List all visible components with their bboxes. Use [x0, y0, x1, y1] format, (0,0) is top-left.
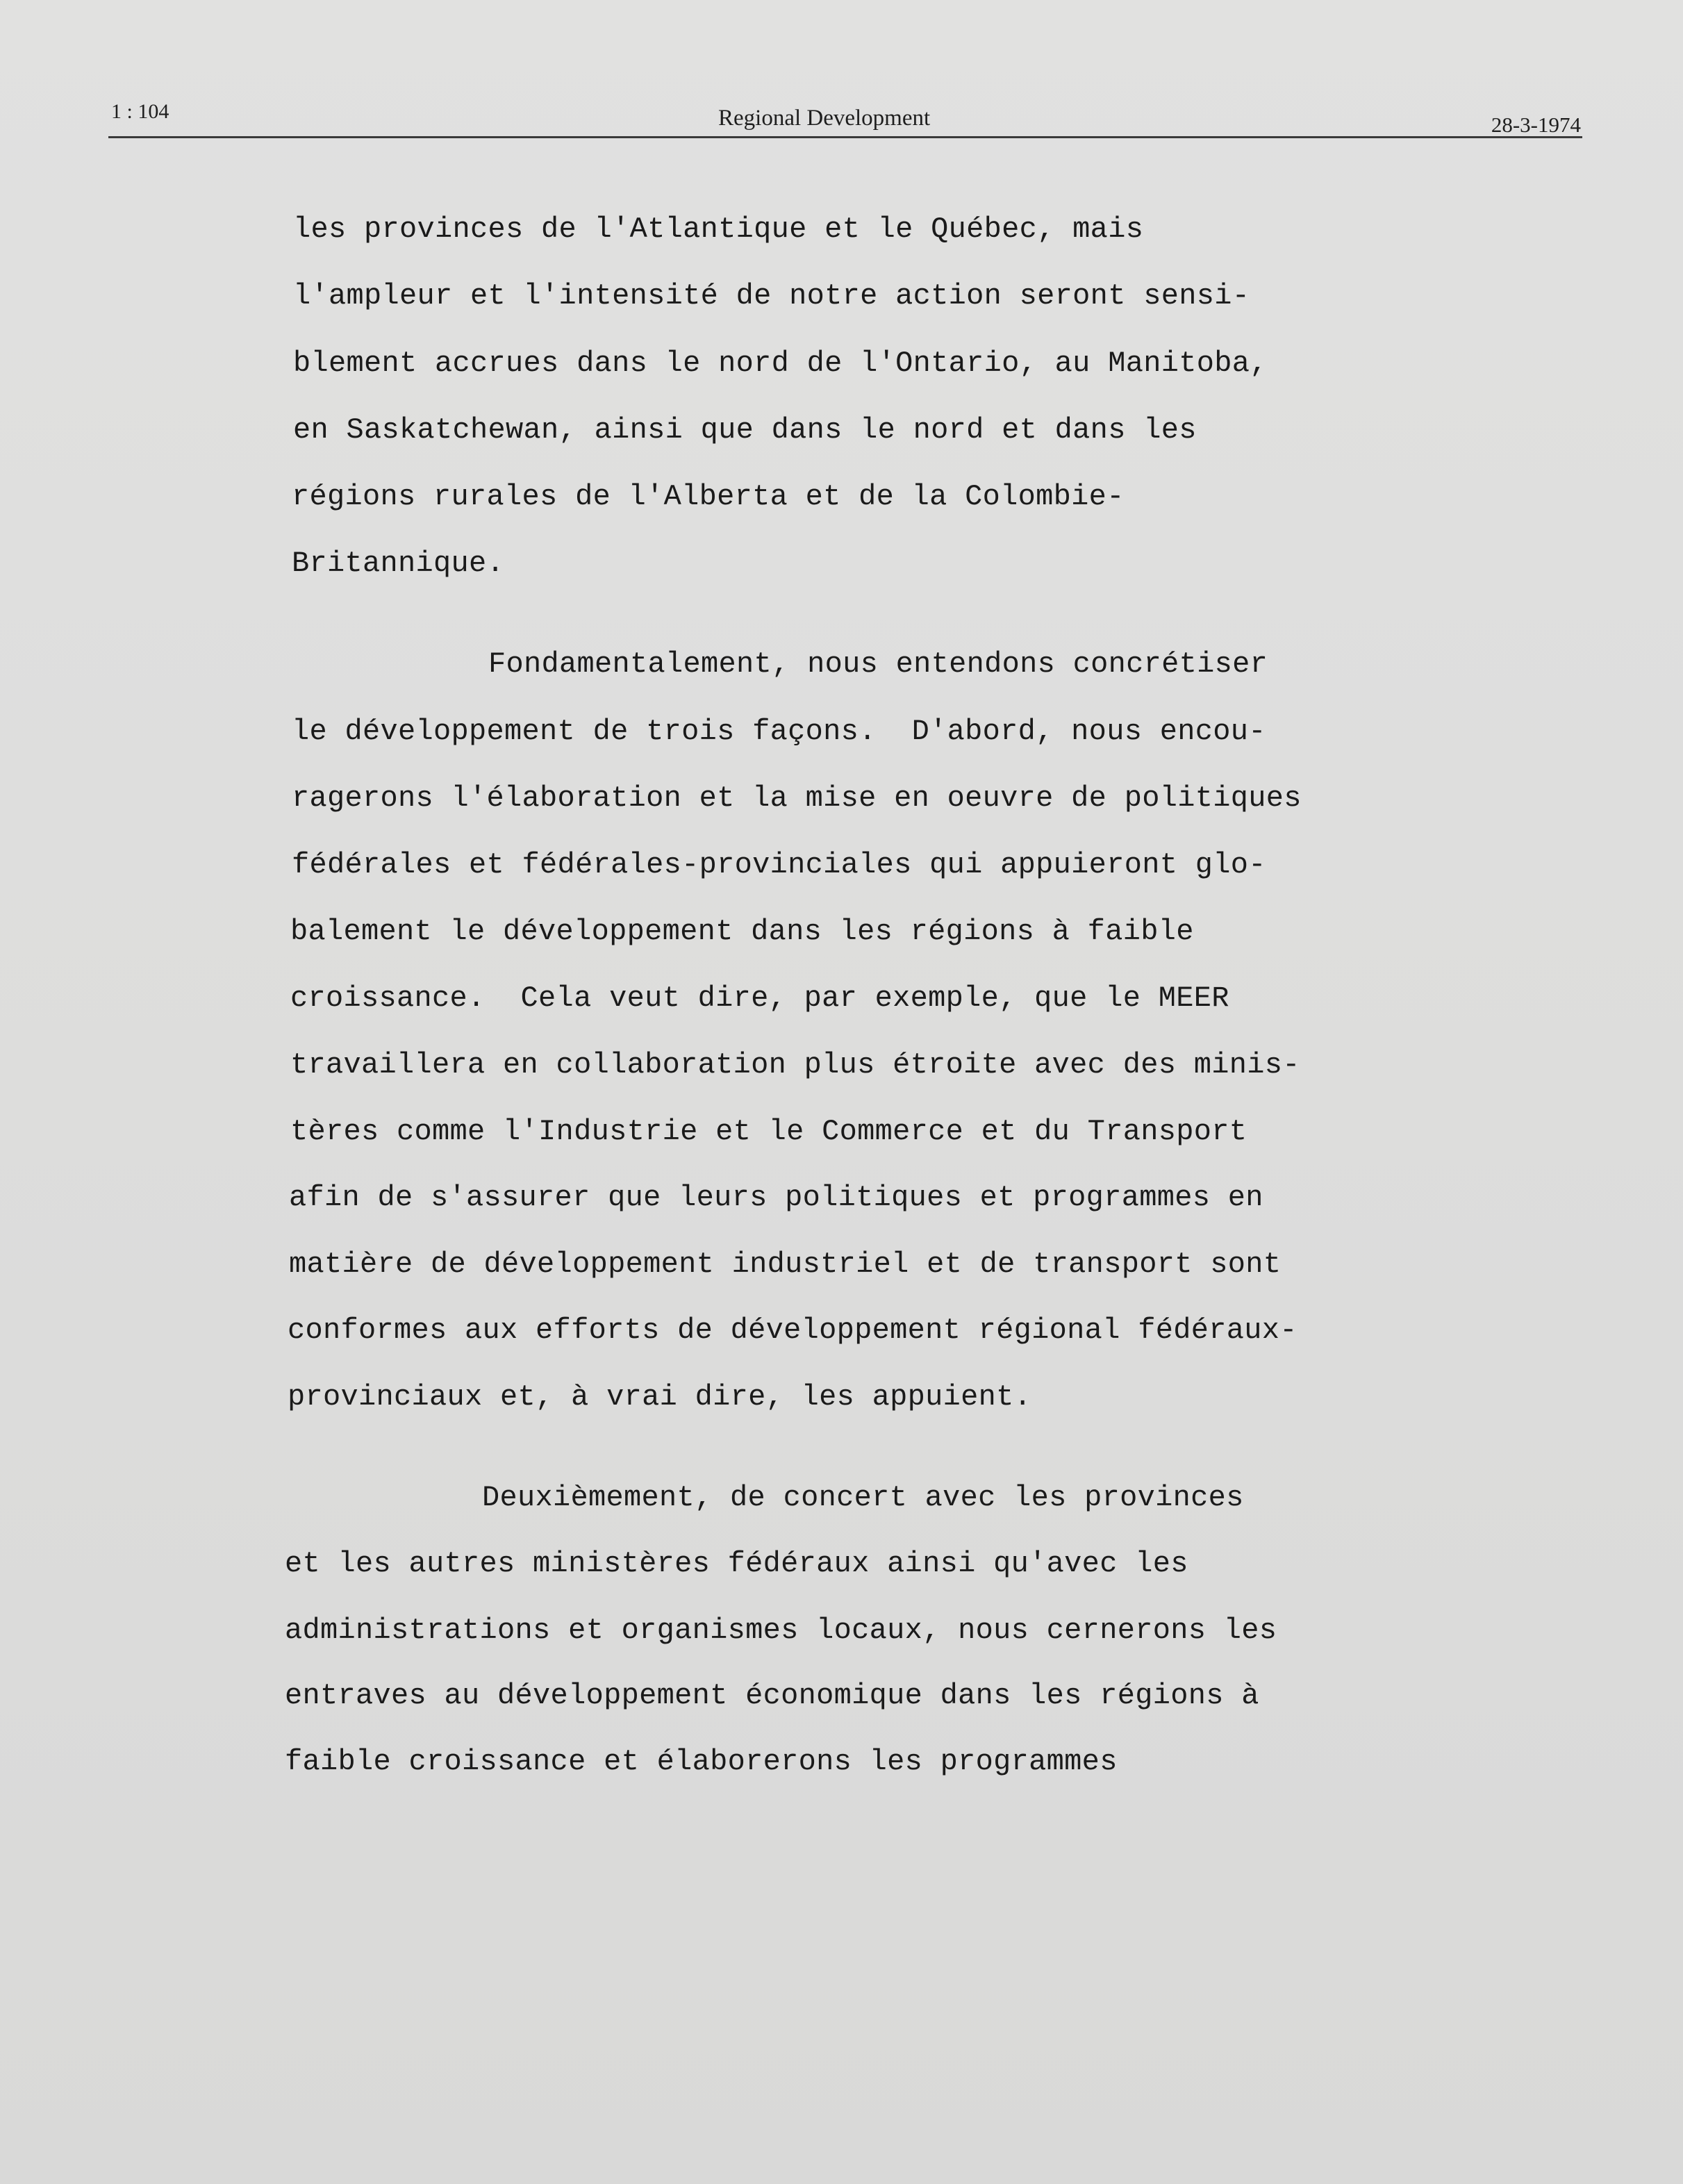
text-line: conformes aux efforts de développement régional fédéraux-: [288, 1314, 1298, 1347]
text-line: travaillera en collaboration plus étroite avec des minis-: [290, 1048, 1300, 1082]
text-line: afin de s'assurer que leurs politiques et programmes en: [289, 1181, 1263, 1214]
text-line: fédérales et fédérales-provinciales qui appuieront glo-: [292, 848, 1266, 882]
text-line: blement accrues dans le nord de l'Ontario, au Manitoba,: [293, 347, 1268, 380]
text-line: et les autres ministères fédéraux ainsi qu'avec les: [285, 1547, 1188, 1580]
text-line: en Saskatchewan, ainsi que dans le nord et dans les: [293, 413, 1197, 447]
text-line: tères comme l'Industrie et le Commerce et du Transport: [290, 1115, 1247, 1148]
text-line: Britannique.: [292, 547, 505, 580]
text-line: matière de développement industriel et de transport sont: [289, 1248, 1282, 1281]
text-line: l'ampleur et l'intensité de notre action seront sensi-: [293, 279, 1250, 313]
text-line: entraves au développement économique dans les régions à: [285, 1679, 1259, 1712]
header-date: 28-3-1974: [1491, 113, 1581, 137]
text-line: ragerons l'élaboration et la mise en oeuvre de politiques: [292, 781, 1302, 815]
paragraph-start-line: Deuxièmement, de concert avec les provinces: [482, 1481, 1244, 1514]
page-header: [108, 97, 1582, 138]
page-number: 1 : 104: [111, 100, 169, 123]
text-line: croissance. Cela veut dire, par exemple, que le MEER: [290, 982, 1229, 1015]
text-line: faible croissance et élaborerons les programmes: [285, 1745, 1118, 1778]
text-line: provinciaux et, à vrai dire, les appuient.: [288, 1380, 1032, 1414]
text-line: régions rurales de l'Alberta et de la Colombie-: [292, 480, 1125, 513]
text-line: les provinces de l'Atlantique et le Québec, mais: [293, 213, 1144, 246]
text-line: le développement de trois façons. D'abord, nous encou-: [292, 715, 1266, 748]
text-line: administrations et organismes locaux, nous cernerons les: [285, 1614, 1277, 1647]
text-line: balement le développement dans les régions à faible: [290, 915, 1194, 948]
paragraph-start-line: Fondamentalement, nous entendons concrétiser: [488, 647, 1268, 681]
running-title: Regional Development: [718, 106, 931, 131]
